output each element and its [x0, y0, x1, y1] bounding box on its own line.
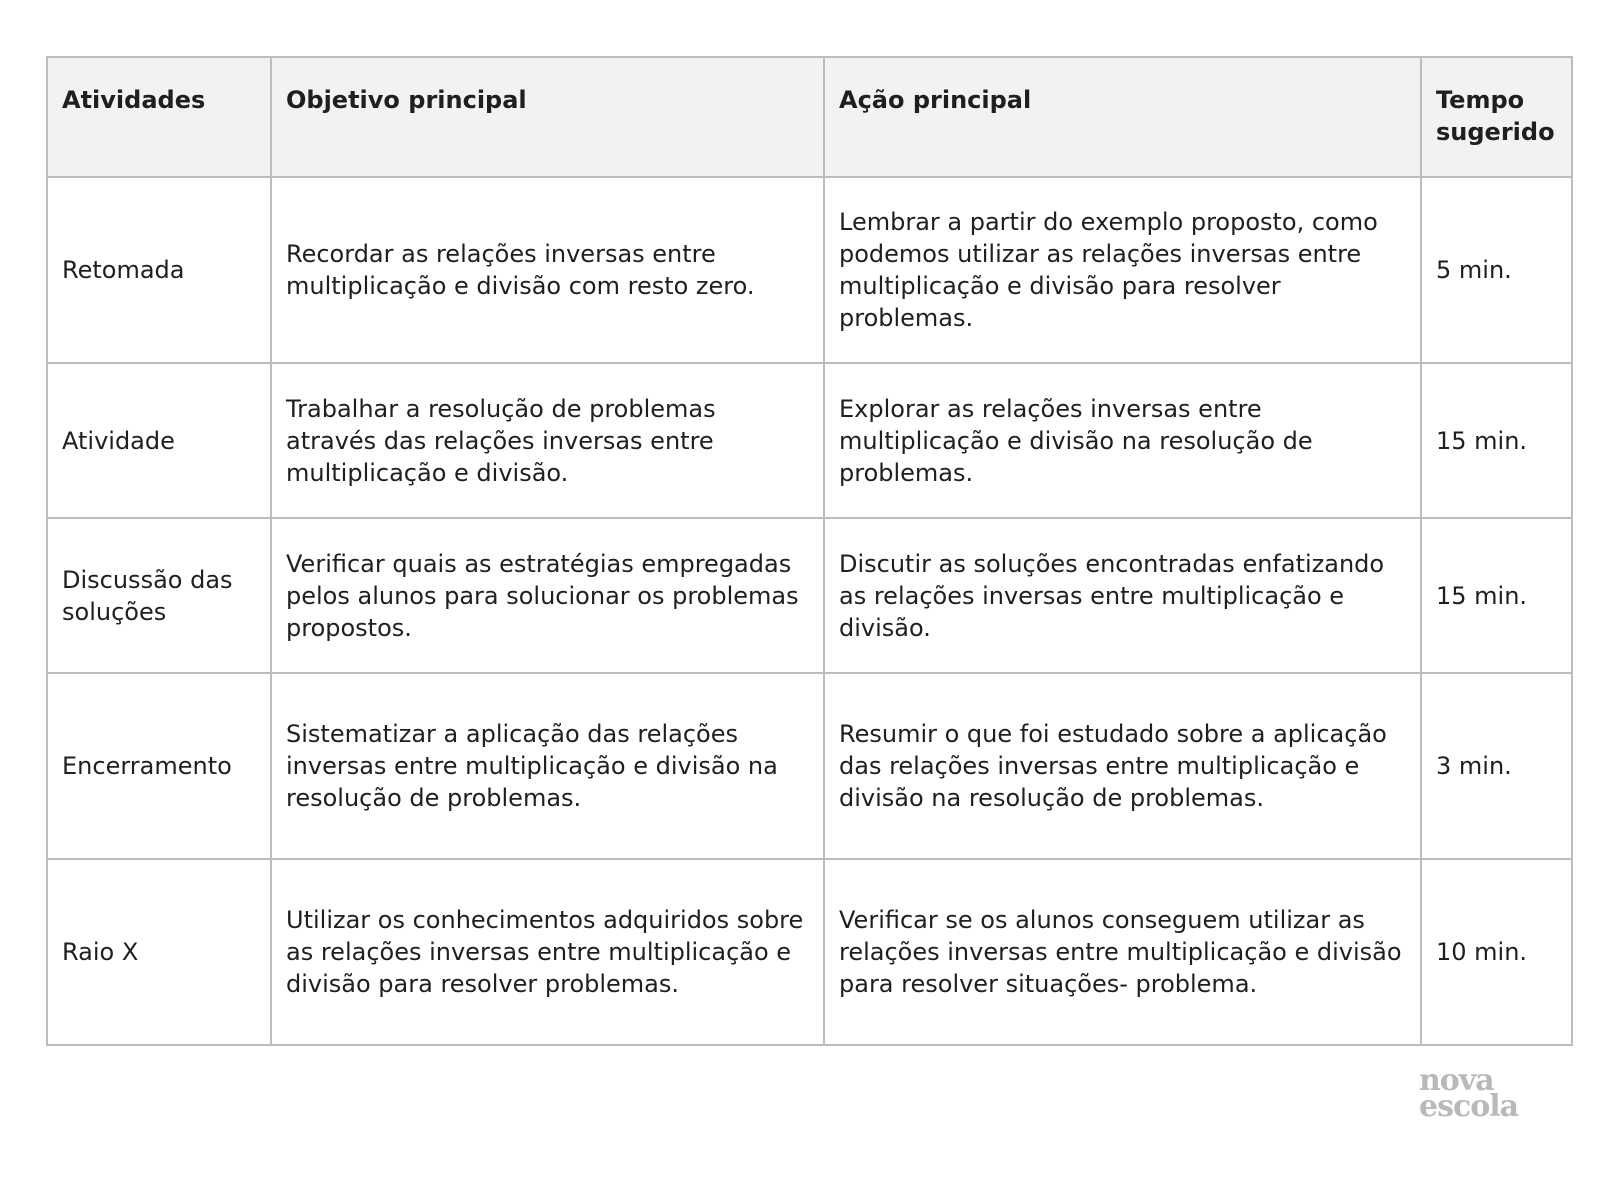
logo-line-1: nova: [1419, 1063, 1494, 1098]
cell-atividade: Atividade: [47, 363, 271, 518]
table-row: [47, 518, 1572, 673]
cell-tempo: 5 min.: [1421, 177, 1572, 363]
cell-objetivo: Verificar quais as estratégias empregadas pelos alunos para solucionar os problemas propostos.: [271, 518, 824, 673]
header-acao: Ação principal: [824, 57, 1421, 177]
cell-atividade: Retomada: [47, 177, 271, 363]
header-tempo: Tempo sugerido: [1421, 57, 1572, 177]
cell-atividade: Raio X: [47, 859, 271, 1045]
table-row: [47, 859, 1572, 1045]
header-atividades: Atividades: [47, 57, 271, 177]
table-header-row: [47, 57, 1572, 177]
cell-acao: Lembrar a partir do exemplo proposto, como podemos utilizar as relações inversas entre multiplicação e divisão para resolver problemas.: [824, 177, 1421, 363]
lesson-plan-table: [46, 56, 1573, 1046]
cell-acao: Discutir as soluções encontradas enfatizando as relações inversas entre multiplicação e divisão.: [824, 518, 1421, 673]
cell-tempo: 3 min.: [1421, 673, 1572, 859]
cell-tempo: 15 min.: [1421, 518, 1572, 673]
cell-objetivo: Recordar as relações inversas entre multiplicação e divisão com resto zero.: [271, 177, 824, 363]
logo-line-2: escola: [1419, 1089, 1519, 1124]
cell-acao: Explorar as relações inversas entre multiplicação e divisão na resolução de problemas.: [824, 363, 1421, 518]
table-row: [47, 363, 1572, 518]
cell-tempo: 15 min.: [1421, 363, 1572, 518]
cell-objetivo: Trabalhar a resolução de problemas através das relações inversas entre multiplicação e divisão.: [271, 363, 824, 518]
cell-atividade: Encerramento: [47, 673, 271, 859]
cell-objetivo: Sistematizar a aplicação das relações inversas entre multiplicação e divisão na resolução de problemas.: [271, 673, 824, 859]
cell-acao: Resumir o que foi estudado sobre a aplicação das relações inversas entre multiplicação e divisão na resolução de problemas.: [824, 673, 1421, 859]
table-row: [47, 177, 1572, 363]
nova-escola-logo: [1419, 1063, 1519, 1124]
cell-atividade: Discussão das soluções: [47, 518, 271, 673]
cell-acao: Verificar se os alunos conseguem utilizar as relações inversas entre multiplicação e divisão para resolver situações- problema.: [824, 859, 1421, 1045]
cell-tempo: 10 min.: [1421, 859, 1572, 1045]
cell-objetivo: Utilizar os conhecimentos adquiridos sobre as relações inversas entre multiplicação e divisão para resolver problemas.: [271, 859, 824, 1045]
header-objetivo: Objetivo principal: [271, 57, 824, 177]
table-row: [47, 673, 1572, 859]
